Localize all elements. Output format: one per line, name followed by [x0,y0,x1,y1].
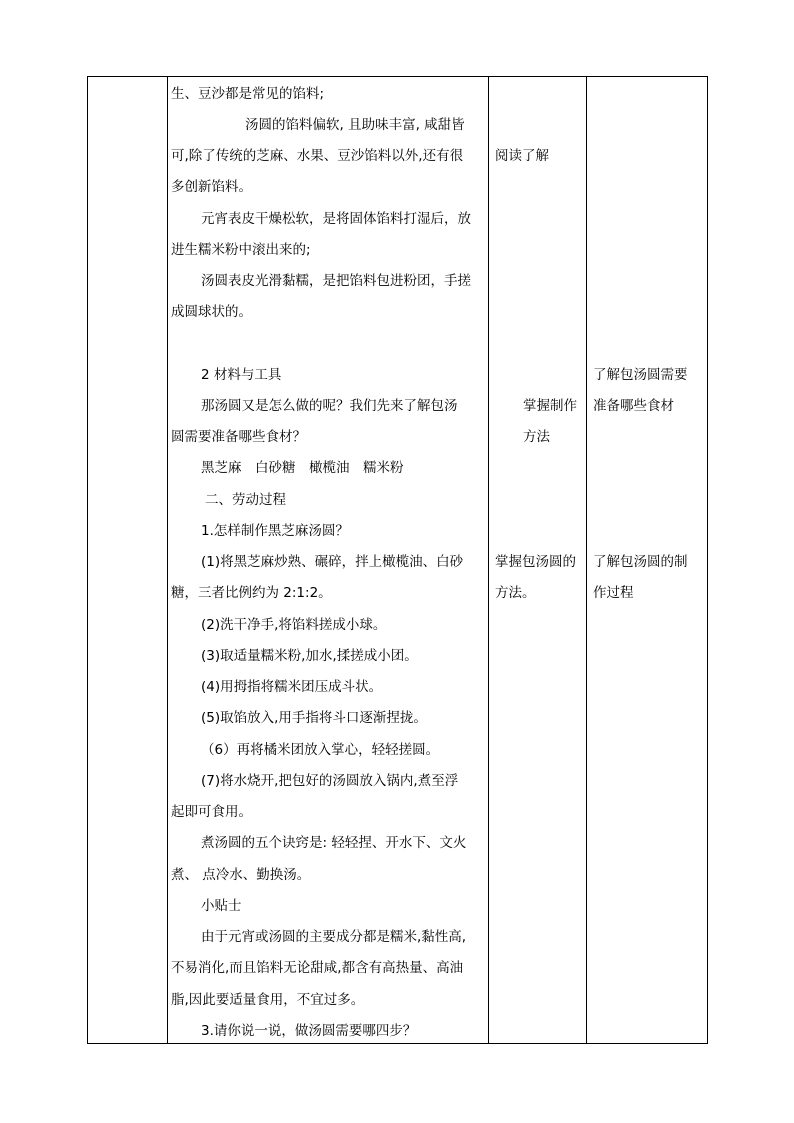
step-line: (3)取适量糯米粉,加水,揉搓成小团。 [201,648,418,664]
content-line: 不易消化,而且馅料无论甜咸,都含有高热量、高油 [171,960,464,976]
content-line: 由于元宵或汤圆的主要成分都是糯米,黏性高, [201,929,467,945]
content-line: 成圆球状的。 [171,304,252,320]
step-line: (2)洗干净手,将馅料搓成小球。 [201,617,387,633]
content-line: 可,除了传统的芝麻、水果、豆沙馅料以外,还有很 [171,148,464,164]
step-line: 起即可食用。 [171,804,252,820]
content-line: 汤圆表皮光滑黏糯，是把馅料包进粉团，手搓 [201,273,471,289]
teaching-content-cell [168,77,489,1044]
activity-line: 掌握包汤圆的 [495,554,576,570]
content-line: 元宵表皮干燥松软，是将固体馅料打湿后，放 [201,211,471,227]
blank-column-cell [88,77,168,1044]
step-line: （6）再将橘米团放入掌心，轻轻搓圆。 [201,742,440,758]
step-line: 糖，三者比例约为 2:1:2。 [171,585,332,601]
lesson-plan-table [87,76,708,1044]
intent-line: 作过程 [593,585,634,601]
ingredients-line: 黑芝麻 白砂糖 橄榄油 糯米粉 [201,460,404,476]
content-line: 煮、 点冷水、勤换汤。 [171,867,311,883]
activity-line: 方法 [523,429,550,445]
activity-line: 方法。 [495,585,536,601]
content-line: 圆需要准备哪些食材？ [171,429,306,445]
content-line: 多创新馅料。 [171,179,252,195]
step-line: (1)将黑芝麻炒熟、碾碎，拌上橄榄油、白砂 [201,554,464,570]
content-line: 汤圆的馅料偏软, 且助味丰富, 咸甜皆 [245,117,465,133]
activity-line: 阅读了解 [495,148,549,164]
content-line: 1.怎样制作黑芝麻汤圆？ [201,523,349,539]
question-line: 3.请你说一说，做汤圆需要哪四步？ [201,1023,417,1039]
intent-line: 了解包汤圆的制 [593,554,688,570]
content-line: 进生糯米粉中滚出来的; [171,242,311,258]
tips-heading: 小贴士 [201,898,242,914]
student-activity-cell [489,77,587,1044]
step-line: (7)将水烧开,把包好的汤圆放入锅内,煮至浮 [201,773,459,789]
design-intent-cell [587,77,708,1044]
content-line: 煮汤圆的五个诀窍是: 轻轻捏、开水下、文火 [201,835,467,851]
step-line: (4)用拇指将糯米团压成斗状。 [201,679,383,695]
intent-line: 准备哪些食材 [593,398,674,414]
section-heading: 2 材料与工具 [201,367,282,383]
intent-line: 了解包汤圆需要 [593,367,688,383]
content-line: 那汤圆又是怎么做的呢？我们先来了解包汤 [201,398,458,414]
step-line: (5)取馅放入,用手指将斗口逐渐捏拢。 [201,710,427,726]
section-heading: 二、劳动过程 [205,492,286,508]
content-line: 生、豆沙都是常见的馅料; [171,86,325,102]
content-line: 脂,因此要适量食用，不宜过多。 [171,992,365,1008]
activity-line: 掌握制作 [523,398,577,414]
